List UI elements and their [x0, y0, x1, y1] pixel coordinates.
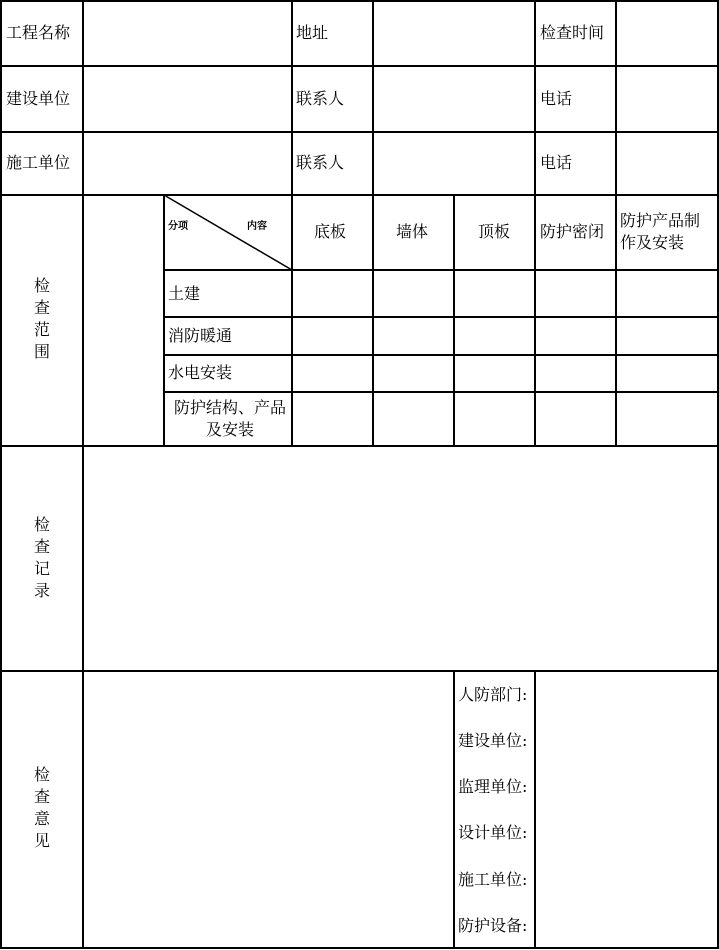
builder-unit-label: 施工单位: [6, 153, 71, 172]
inspection-time-label: 检查时间: [540, 23, 605, 42]
col-header-seal: 防护密闭: [540, 222, 605, 241]
signature-area[interactable]: [537, 673, 716, 946]
phone-label-1: 电话: [540, 89, 573, 108]
sign-builder-unit: 施工单位:: [458, 870, 528, 889]
address-value[interactable]: [375, 3, 533, 64]
row-label-hvac: 消防暖通: [168, 326, 233, 345]
row-label-electrical: 水电安装: [168, 363, 233, 382]
col-header-products: 防护产品制作及安装: [620, 211, 701, 252]
contact-value-1[interactable]: [375, 68, 533, 130]
diag-item-label: 分项: [168, 221, 188, 232]
contact-label-1: 联系人: [296, 89, 345, 108]
construction-unit-label: 建设单位: [6, 89, 71, 108]
phone-value-1[interactable]: [618, 68, 716, 130]
sign-supervision-unit: 监理单位:: [458, 777, 528, 796]
diag-content-label: 内容: [247, 221, 267, 232]
sign-civil-defense: 人防部门:: [458, 685, 528, 704]
phone-value-2[interactable]: [618, 134, 716, 193]
col-header-roof: 顶板: [478, 222, 511, 241]
contact-label-2: 联系人: [296, 153, 345, 172]
scope-section-label: 检查范围: [33, 276, 50, 361]
project-name-value[interactable]: [85, 3, 290, 64]
record-section-label: 检查记录: [33, 515, 50, 600]
opinion-content-area[interactable]: [85, 673, 452, 946]
address-label: 地址: [296, 23, 329, 42]
row-label-protection: 防护结构、产品及安装: [173, 398, 286, 439]
opinion-section-label: 检查意见: [33, 765, 50, 850]
sign-protection-equipment: 防护设备:: [458, 916, 528, 935]
inspection-time-value[interactable]: [618, 3, 716, 64]
sign-design-unit: 设计单位:: [458, 823, 528, 842]
record-content-area[interactable]: [85, 448, 716, 669]
col-header-floor: 底板: [314, 222, 347, 241]
builder-unit-value[interactable]: [85, 134, 290, 193]
phone-label-2: 电话: [540, 153, 573, 172]
construction-unit-value[interactable]: [85, 68, 290, 130]
col-header-wall: 墙体: [396, 222, 429, 241]
project-name-label: 工程名称: [6, 23, 71, 42]
sign-construction-unit: 建设单位:: [458, 731, 528, 750]
contact-value-2[interactable]: [375, 134, 533, 193]
row-label-civil: 土建: [168, 284, 201, 303]
